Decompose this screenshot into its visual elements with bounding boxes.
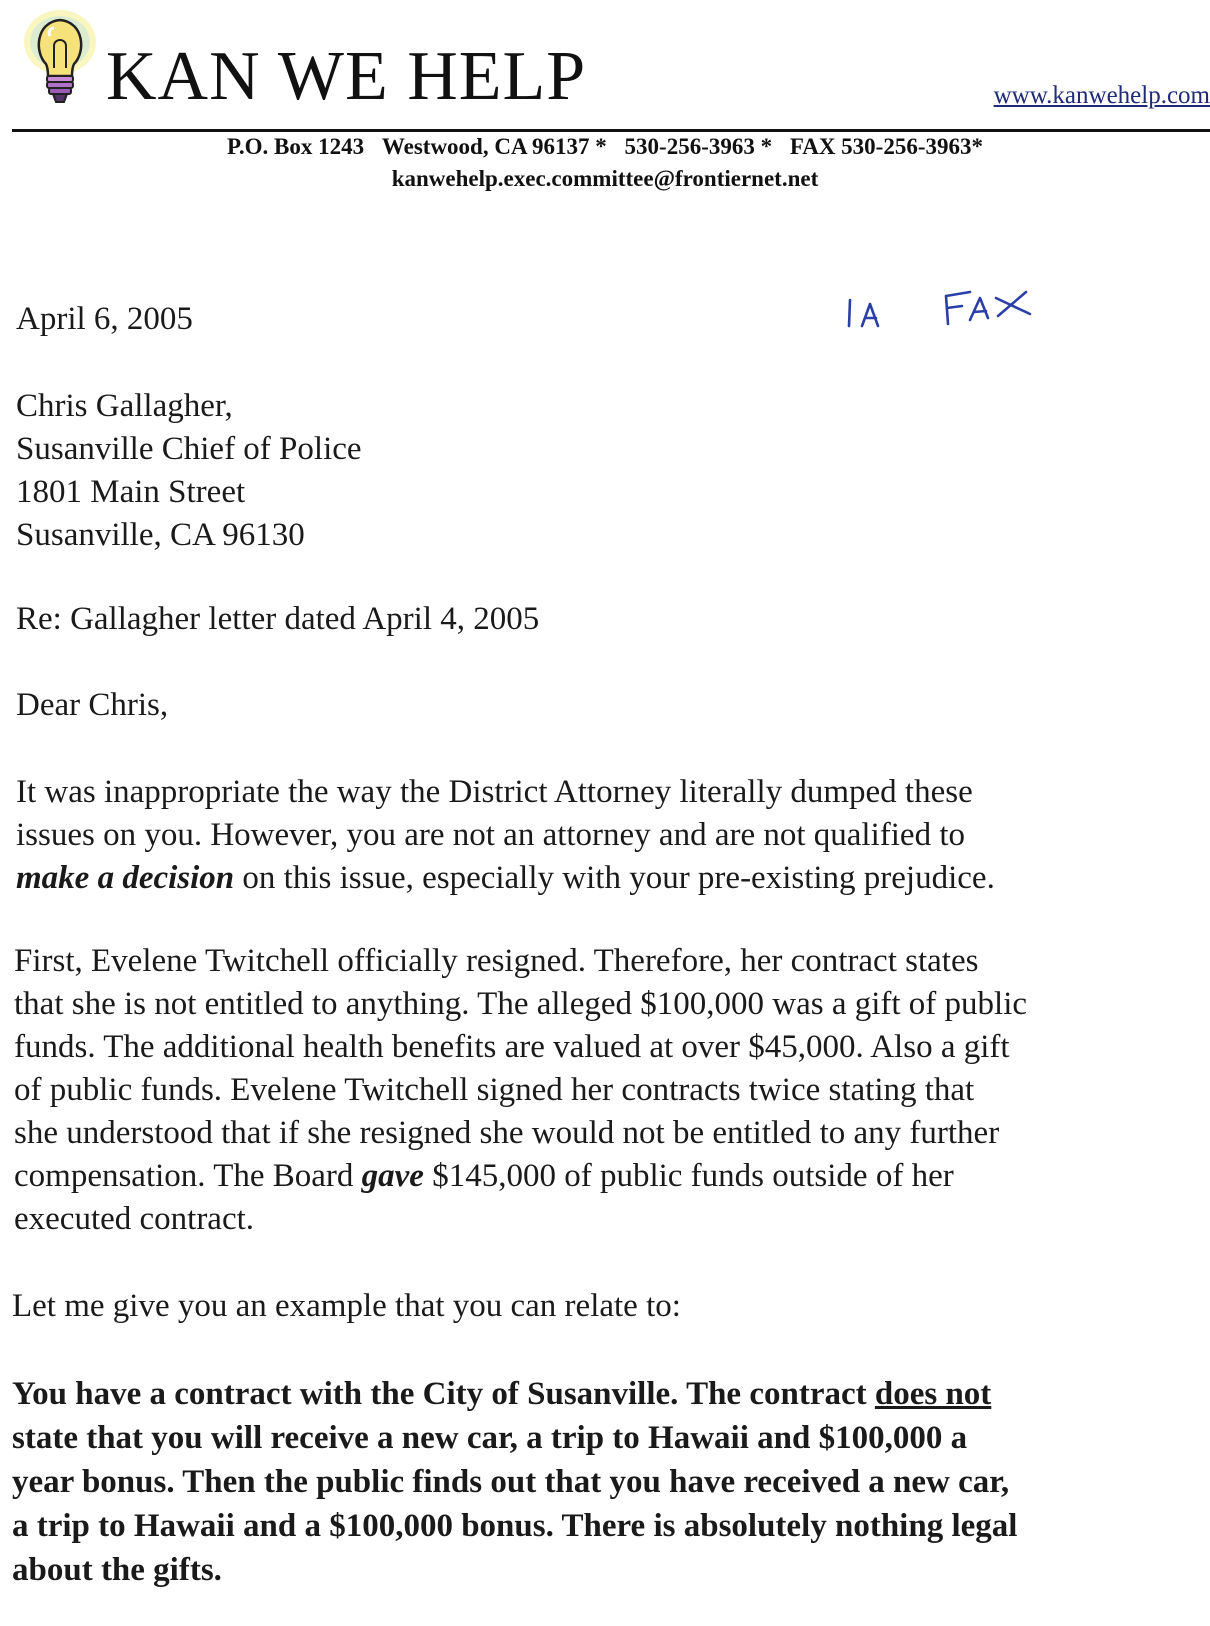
paragraph-2-text: $145,000 of public funds outside of her	[423, 1158, 954, 1194]
paragraph-2-line: funds. The additional health benefits are valued at over $45,000. Also a gift	[14, 1029, 1010, 1065]
paragraph-1-line: issues on you. However, you are not an attorney and are not qualified to	[16, 817, 965, 853]
paragraph-2-line: of public funds. Evelene Twitchell signed her contracts twice stating that	[14, 1072, 975, 1108]
recipient-name: Chris Gallagher,	[16, 388, 233, 424]
paragraph-2-line: she understood that if she resigned she would not be entitled to any further	[14, 1115, 1000, 1151]
recipient-title: Susanville Chief of Police	[16, 431, 362, 467]
paragraph-4-line: a trip to Hawaii and a $100,000 bonus. There is absolutely nothing legal	[12, 1508, 1018, 1544]
paragraph-1-text: on this issue, especially with your pre-existing prejudice.	[234, 860, 995, 896]
organization-name: KAN WE HELP	[106, 38, 587, 115]
paragraph-4-line: year bonus. Then the public finds out that you have received a new car,	[12, 1464, 1010, 1500]
salutation: Dear Chris,	[16, 687, 169, 723]
letterhead-divider	[12, 129, 1210, 132]
paragraph-3: Let me give you an example that you can relate to:	[12, 1288, 681, 1324]
recipient-street: 1801 Main Street	[16, 474, 246, 510]
paragraph-2-line: executed contract.	[14, 1201, 255, 1237]
letterhead-email: kanwehelp.exec.committee@frontiernet.net	[391, 166, 819, 191]
city-state-zip: Westwood, CA 96137 *	[381, 134, 607, 159]
underlined-text: does not	[874, 1376, 992, 1412]
paragraph-4-line	[12, 1372, 1210, 1416]
paragraph-1	[16, 771, 1206, 900]
recipient-city: Susanville, CA 96130	[16, 517, 305, 553]
paragraph-2-line: that she is not entitled to anything. The alleged $100,000 was a gift of public	[14, 986, 1028, 1022]
paragraph-1-line: It was inappropriate the way the District Attorney literally dumped these	[16, 774, 973, 810]
paragraph-4-line: state that you will receive a new car, a trip to Hawaii and $100,000 a	[12, 1420, 968, 1456]
emphasis-text: make a decision	[16, 860, 235, 896]
reference-line: Re: Gallagher letter dated April 4, 2005	[16, 601, 540, 637]
letterhead-address	[0, 134, 1210, 160]
paragraph-4-text: You have a contract with the City of Susanville. The contract	[12, 1376, 875, 1412]
website-link[interactable]: www.kanwehelp.com	[993, 82, 1210, 109]
paragraph-2-line: First, Evelene Twitchell officially resigned. Therefore, her contract states	[14, 943, 979, 979]
letter-date: April 6, 2005	[16, 301, 193, 337]
phone-number: 530-256-3963 *	[624, 134, 773, 159]
paragraph-2	[14, 940, 1210, 1241]
fax-number: FAX 530-256-3963*	[789, 134, 984, 159]
emphasis-text: gave	[361, 1158, 424, 1194]
paragraph-2-line	[14, 1155, 1210, 1198]
po-box: P.O. Box 1243	[226, 134, 365, 159]
paragraph-4-line: about the gifts.	[12, 1552, 222, 1588]
paragraph-1-line	[16, 857, 1206, 900]
recipient-address	[16, 385, 362, 557]
lightbulb-icon	[20, 6, 104, 110]
paragraph-2-text: compensation. The Board	[14, 1158, 362, 1194]
handwritten-via-fax	[830, 284, 1070, 344]
paragraph-4	[12, 1372, 1210, 1592]
